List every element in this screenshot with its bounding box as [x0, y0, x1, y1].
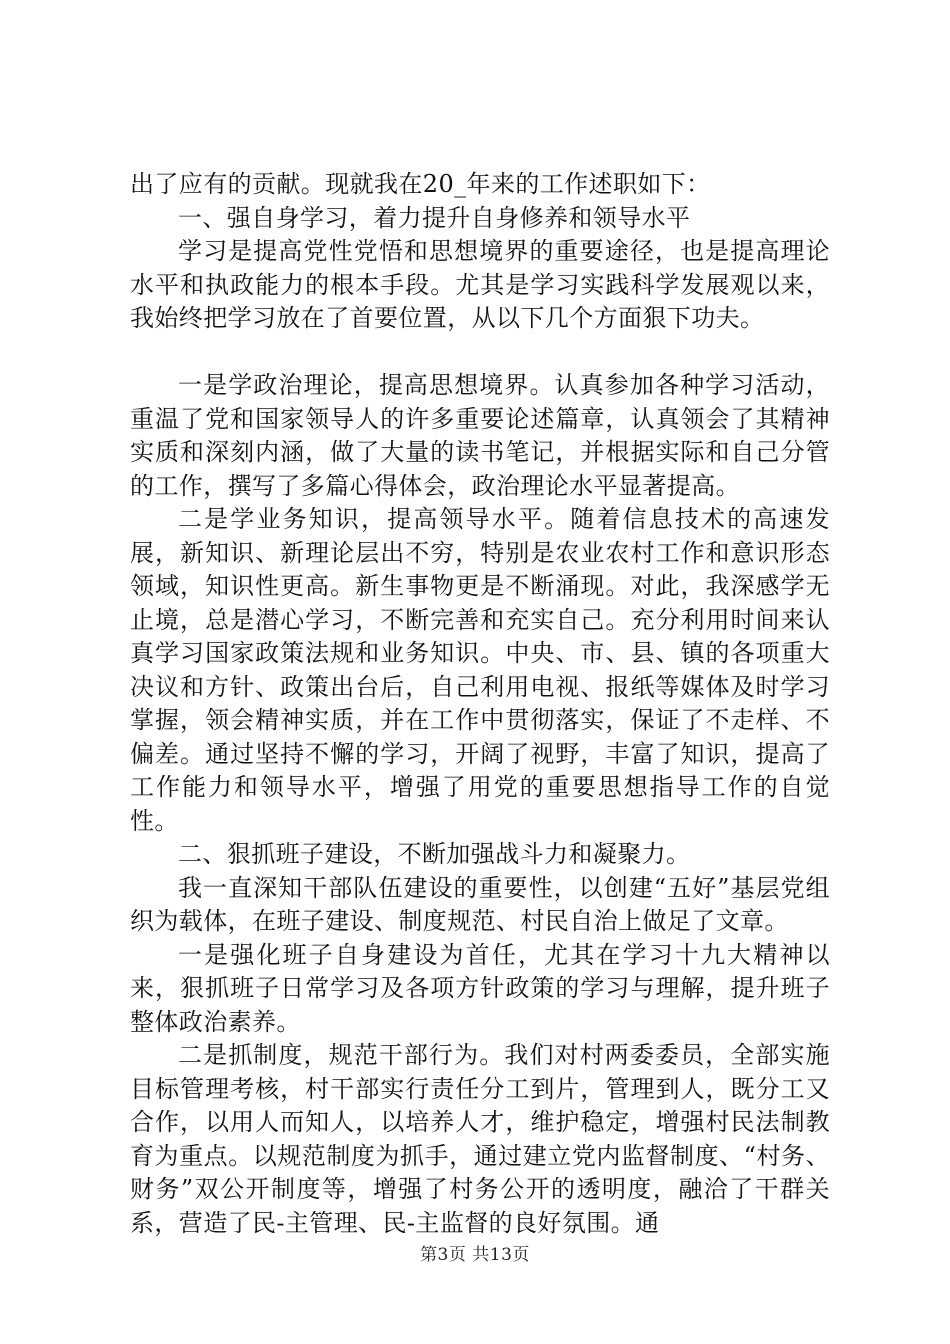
paragraph-political-theory: 一是学政治理论，提高思想境界。认真参加各种学习活动，重温了党和国家领导人的许多重要论述篇章，认真领会了其精神实质和深刻内涵，做了大量的读书笔记，并根据实际和自己分管的工作，撰写了多篇心得体会，政治理论水平显著提高。 — [130, 371, 830, 500]
paragraph-gap — [130, 336, 830, 370]
paragraph-study-importance: 学习是提高党性党悟和思想境界的重要途径，也是提高理论水平和执政能力的根本手段。尤其是学习实践科学发展观以来，我始终把学习放在了首要位置，从以下几个方面狠下功夫。 — [130, 237, 830, 332]
page-footer: 第3页 共13页 — [420, 1245, 530, 1265]
paragraph-team-building: 我一直深知干部队伍建设的重要性，以创建“五好”基层党组织为载体，在班子建设、制度规范、村民自治上做足了文章。 — [130, 873, 830, 935]
section-heading-2: 二、狠抓班子建设，不断加强战斗力和凝聚力。 — [178, 840, 691, 868]
paragraph-business-knowledge: 二是学业务知识，提高领导水平。随着信息技术的高速发展，新知识、新理论层出不穷，特别是农业农村工作和意识形态领域，知识性更高。新生事物更是不断涌现。对此，我深感学无止境，总是潜心学习，不断完善和充实自己。充分利用时间来认真学习国家政策法规和业务知识。中央、市、县、镇的各项重大决议和方针、政策出台后，自己利用电视、报纸等媒体及时学习掌握，领会精神实质，并在工作中贯彻落实，保证了不走样、不偏差。通过坚持不懈的学习，开阔了视野，丰富了知识，提高了工作能力和领导水平，增强了用党的重要思想指导工作的自觉性。 — [130, 505, 830, 835]
section-heading-1: 一、强自身学习，着力提升自身修养和领导水平 — [178, 203, 691, 232]
document-body — [130, 168, 830, 1240]
paragraph-intro: 出了应有的贡献。现就我在20_年来的工作述职如下： — [130, 170, 711, 198]
paragraph-institution: 二是抓制度，规范干部行为。我们对村两委委员，全部实施目标管理考核，村干部实行责任分工到片，管理到人，既分工又合作，以用人而知人，以培养人才，维护稳定，增强村民法制教育为重点。以规范制度为抓手，通过建立党内监督制度、“村务、财务”双公开制度等，增强了村务公开的透明度，融洽了干群关系，营造了民-主管理、民-主监督的良好氛围。通 — [130, 1041, 830, 1237]
paragraph-team-self-building: 一是强化班子自身建设为首任，尤其在学习十九大精神以来，狠抓班子日常学习及各项方针政策的学习与理解，提升班子整体政治素养。 — [130, 940, 830, 1036]
